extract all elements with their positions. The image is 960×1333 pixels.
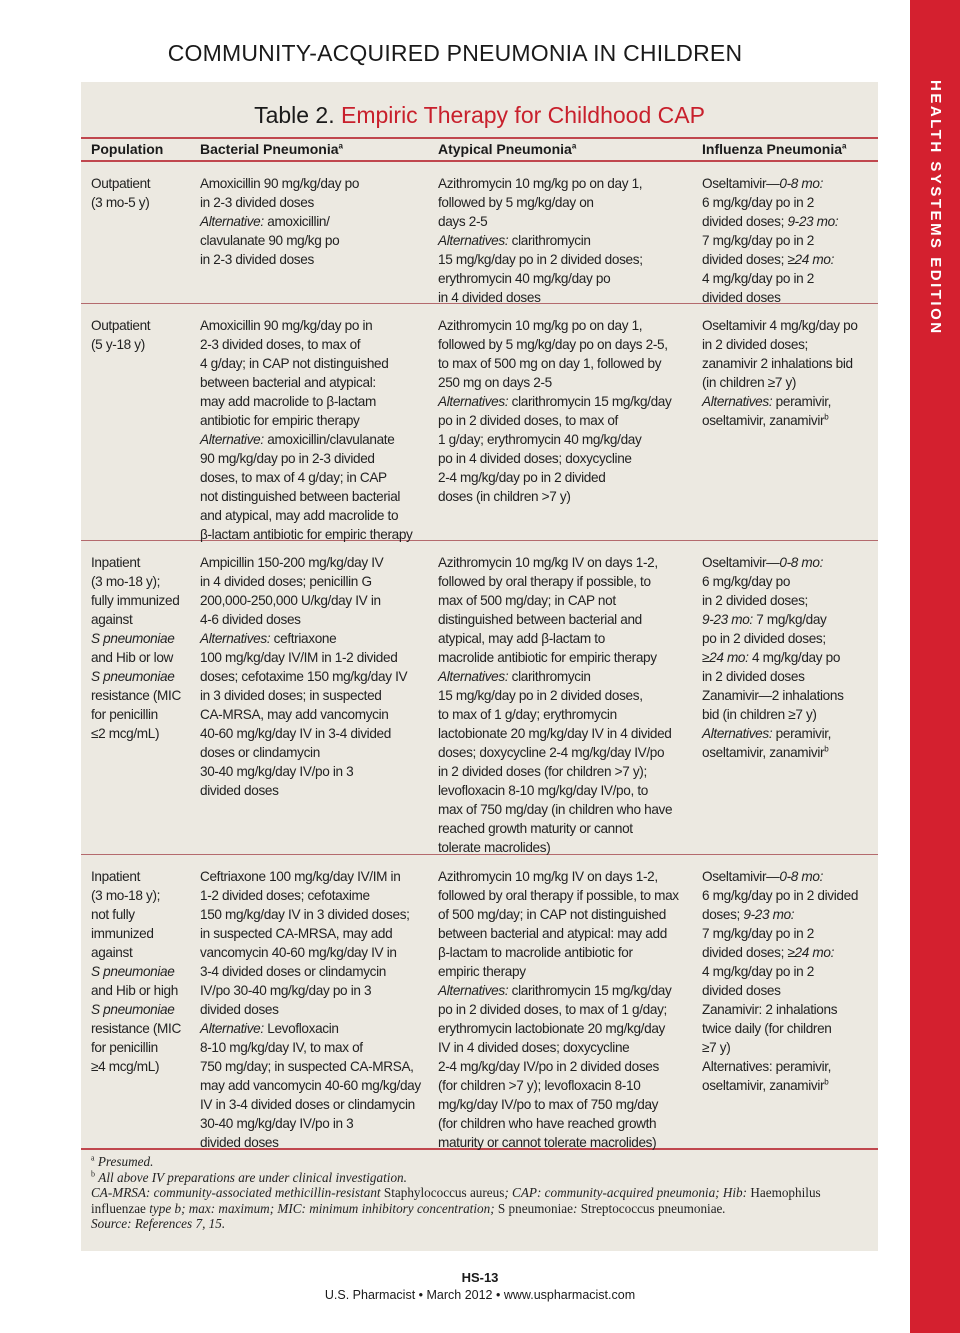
- cell-line: 150 mg/kg/day IV in 3 divided doses;: [200, 907, 410, 922]
- cell-line: po in 2 divided doses, to max of: [438, 413, 618, 428]
- cell-line: resistance (MIC: [91, 1021, 181, 1036]
- cell-line: erythromycin lactobionate 20 mg/kg/day: [438, 1021, 665, 1036]
- cell-line: for penicillin: [91, 1040, 158, 1055]
- cell-line: Alternatives: ceftriaxone: [200, 631, 337, 646]
- footnote-line: Source: References 7, 15.: [91, 1216, 226, 1231]
- cell-line: clavulanate 90 mg/kg po: [200, 233, 340, 248]
- cell-line: 2-3 divided doses, to max of: [200, 337, 361, 352]
- cell-line: mg/kg/day IV/po to max of 750 mg/day: [438, 1097, 659, 1112]
- cell-line: and atypical, may add macrolide to: [200, 508, 399, 523]
- header-atypical: Atypical Pneumonia$^a$: [438, 141, 577, 157]
- cell-line: (5 y-18 y): [91, 337, 145, 352]
- cell-line: followed by 5 mg/kg/day on: [438, 195, 594, 210]
- cell-line: divided doses: [702, 983, 781, 998]
- cell-line: to max of 1 g/day; erythromycin: [438, 707, 617, 722]
- cell-line: 30-40 mg/kg/day IV/po in 3: [200, 1116, 354, 1131]
- cell-line: followed by 5 mg/kg/day po on days 2-5,: [438, 337, 668, 352]
- header-population: Population: [91, 141, 164, 157]
- cell-line: β-lactam antibiotic for empiric therapy: [200, 527, 413, 542]
- cell-line: ≥24 mo: 4 mg/kg/day po: [702, 650, 841, 665]
- cell-line: antibiotic for empiric therapy: [200, 413, 360, 428]
- cell-line: Alternatives: peramivir,: [702, 1059, 832, 1074]
- cell-line: Oseltamivir—0-8 mo:: [702, 555, 824, 570]
- cell-line: fully immunized: [91, 593, 180, 608]
- cell-line: not distinguished between bacterial: [200, 489, 401, 504]
- influenza-cell: [702, 553, 872, 762]
- cell-line: CA-MRSA, may add vancomycin: [200, 707, 389, 722]
- cell-line: Alternatives: peramivir,: [702, 394, 832, 409]
- publication-line: U.S. Pharmacist • March 2012 • www.uspharmacist.com: [324, 1288, 636, 1302]
- cell-line: 40-60 mg/kg/day IV in 3-4 divided: [200, 726, 391, 741]
- cell-line: divided doses: [200, 1135, 279, 1150]
- cell-line: Alternatives: peramivir,: [702, 726, 832, 741]
- atypical-cell: [438, 316, 698, 506]
- cell-line: not fully: [91, 907, 135, 922]
- cell-line: Alternatives: clarithromycin 15 mg/kg/day: [438, 394, 672, 409]
- cell-line: in 4 divided doses: [438, 290, 541, 305]
- cell-line: Zanamivir—2 inhalations: [702, 688, 844, 703]
- population-cell: [91, 316, 191, 354]
- cell-line: IV in 4 divided doses; doxycycline: [438, 1040, 630, 1055]
- table-title: [81, 102, 878, 129]
- cell-line: β-lactam to macrolide antibiotic for: [438, 945, 633, 960]
- cell-line: max of 750 mg/day (in children who have: [438, 802, 673, 817]
- cell-line: resistance (MIC: [91, 688, 181, 703]
- cell-line: doses or clindamycin: [200, 745, 320, 760]
- cell-line: Azithromycin 10 mg/kg IV on days 1-2,: [438, 869, 658, 884]
- cell-line: macrolide antibiotic for empiric therapy: [438, 650, 657, 665]
- cell-line: Zanamivir: 2 inhalations: [702, 1002, 838, 1017]
- cell-line: (3 mo-5 y): [91, 195, 150, 210]
- cell-line: 30-40 mg/kg/day IV/po in 3: [200, 764, 354, 779]
- cell-line: in 2 divided doses (for children >7 y);: [438, 764, 647, 779]
- footnote-line: $^a$ Presumed.: [91, 1153, 154, 1169]
- cell-line: S pneumoniae: [91, 964, 175, 979]
- cell-line: days 2-5: [438, 214, 488, 229]
- cell-line: (in children ≥7 y): [702, 375, 797, 390]
- bacterial-cell: [200, 174, 430, 269]
- cell-line: twice daily (for children: [702, 1021, 832, 1036]
- cell-line: Alternatives: clarithromycin: [438, 233, 591, 248]
- cell-line: oseltamivir, zanamivir$^b$: [702, 412, 829, 428]
- cell-line: in 2-3 divided doses: [200, 252, 314, 267]
- cell-line: for penicillin: [91, 707, 158, 722]
- running-head: COMMUNITY-ACQUIRED PNEUMONIA IN CHILDREN: [167, 40, 743, 66]
- influenza-cell: [702, 174, 872, 307]
- cell-line: 200,000-250,000 U/kg/day IV in: [200, 593, 381, 608]
- cell-line: 7 mg/kg/day po in 2: [702, 233, 814, 248]
- cell-line: 3-4 divided doses or clindamycin: [200, 964, 387, 979]
- cell-line: 2-4 mg/kg/day IV/po in 2 divided doses: [438, 1059, 659, 1074]
- cell-line: in 3 divided doses; in suspected: [200, 688, 382, 703]
- cell-line: in suspected CA-MRSA, may add: [200, 926, 393, 941]
- cell-line: Alternative: amoxicillin/clavulanate: [200, 432, 395, 447]
- cell-line: and Hib or high: [91, 983, 178, 998]
- cell-line: S pneumoniae: [91, 669, 175, 684]
- footnote-line: $^b$ All above IV preparations are under clinical investigation.: [91, 1169, 407, 1185]
- cell-line: followed by oral therapy if possible, to: [438, 574, 651, 589]
- cell-line: bid (in children ≥7 y): [702, 707, 817, 722]
- cell-line: doses; cefotaxime 150 mg/kg/day IV: [200, 669, 408, 684]
- cell-line: doses; 9-23 mo:: [702, 907, 795, 922]
- table-rule: [81, 137, 878, 139]
- cell-line: Inpatient: [91, 869, 141, 884]
- cell-line: zanamivir 2 inhalations bid: [702, 356, 853, 371]
- cell-line: max of 500 mg/day; in CAP not: [438, 593, 616, 608]
- cell-line: Alternative: amoxicillin/: [200, 214, 330, 229]
- cell-line: 4-6 divided doses: [200, 612, 301, 627]
- header-bacterial: Bacterial Pneumonia$^a$: [200, 141, 343, 157]
- cell-line: (3 mo-18 y);: [91, 888, 161, 903]
- cell-line: 6 mg/kg/day po in 2: [702, 195, 814, 210]
- cell-line: Alternatives: clarithromycin 15 mg/kg/day: [438, 983, 672, 998]
- cell-line: po in 2 divided doses;: [702, 631, 826, 646]
- population-cell: [91, 553, 191, 743]
- cell-line: (for children >7 y); levofloxacin 8-10: [438, 1078, 641, 1093]
- cell-line: oseltamivir, zanamivir$^b$: [702, 1077, 829, 1093]
- cell-line: Azithromycin 10 mg/kg IV on days 1-2,: [438, 555, 658, 570]
- cell-line: Azithromycin 10 mg/kg po on day 1,: [438, 176, 643, 191]
- influenza-cell: [702, 316, 872, 430]
- cell-line: ≥7 y): [702, 1040, 731, 1055]
- cell-line: followed by oral therapy if possible, to max: [438, 888, 679, 903]
- cell-line: Alternatives: clarithromycin: [438, 669, 591, 684]
- cell-line: atypical, may add β-lactam to: [438, 631, 605, 646]
- cell-line: divided doses: [200, 1002, 279, 1017]
- cell-line: divided doses; ≥24 mo:: [702, 945, 835, 960]
- cell-line: in 2 divided doses;: [702, 593, 808, 608]
- cell-line: IV/po 30-40 mg/kg/day po in 3: [200, 983, 372, 998]
- footnote-line: influenzae type b; max: maximum; MIC: minimum inhibitory concentration; S pneumoniae: Streptococcus pneumoniae.: [91, 1200, 726, 1216]
- footnote-line: CA-MRSA: community-associated methicillin-resistant Staphylococcus aureus; CAP: community-acquired pneumonia; Hib: Haemophilus: [91, 1185, 821, 1200]
- cell-line: 7 mg/kg/day po in 2: [702, 926, 814, 941]
- table-header-row: [81, 138, 878, 162]
- cell-line: 4 mg/kg/day po in 2: [702, 271, 814, 286]
- bacterial-cell: [200, 553, 430, 800]
- cell-line: Alternative: Levofloxacin: [200, 1021, 339, 1036]
- cell-line: divided doses: [702, 290, 781, 305]
- side-band-label: HEALTH SYSTEMS EDITION: [927, 80, 944, 336]
- cell-line: doses (in children >7 y): [438, 489, 571, 504]
- cell-line: 2-4 mg/kg/day po in 2 divided: [438, 470, 606, 485]
- cell-line: of 500 mg/day; in CAP not distinguished: [438, 907, 666, 922]
- cell-line: divided doses: [200, 783, 279, 798]
- bacterial-cell: [200, 867, 430, 1152]
- cell-line: po in 4 divided doses; doxycycline: [438, 451, 632, 466]
- cell-line: tolerate macrolides): [438, 840, 551, 855]
- cell-line: 4 mg/kg/day po in 2: [702, 964, 814, 979]
- cell-line: levofloxacin 8-10 mg/kg/day IV/po, to: [438, 783, 648, 798]
- cell-line: vancomycin 40-60 mg/kg/day IV in: [200, 945, 397, 960]
- cell-line: divided doses; ≥24 mo:: [702, 252, 835, 267]
- cell-line: 6 mg/kg/day po in 2 divided: [702, 888, 859, 903]
- cell-line: Oseltamivir—0-8 mo:: [702, 869, 824, 884]
- cell-line: in 2-3 divided doses: [200, 195, 314, 210]
- cell-line: in 2 divided doses;: [702, 337, 808, 352]
- cell-line: 4 g/day; in CAP not distinguished: [200, 356, 389, 371]
- cell-line: 90 mg/kg/day po in 2-3 divided: [200, 451, 375, 466]
- population-cell: [91, 174, 191, 212]
- cell-line: 1 g/day; erythromycin 40 mg/kg/day: [438, 432, 642, 447]
- cell-line: S pneumoniae: [91, 1002, 175, 1017]
- header-influenza: Influenza Pneumonia$^a$: [702, 141, 847, 157]
- cell-line: immunized: [91, 926, 154, 941]
- cell-line: divided doses; 9-23 mo:: [702, 214, 839, 229]
- cell-line: Oseltamivir—0-8 mo:: [702, 176, 824, 191]
- cell-line: Ceftriaxone 100 mg/kg/day IV/IM in: [200, 869, 401, 884]
- cell-line: 750 mg/day; in suspected CA-MRSA,: [200, 1059, 414, 1074]
- cell-line: Amoxicillin 90 mg/kg/day po: [200, 176, 360, 191]
- cell-line: ≤2 mcg/mL): [91, 726, 160, 741]
- cell-line: reached growth maturity or cannot: [438, 821, 633, 836]
- cell-line: may add macrolide to β-lactam: [200, 394, 376, 409]
- cell-line: ≥4 mcg/mL): [91, 1059, 160, 1074]
- page-number: HS-13: [461, 1270, 499, 1285]
- cell-line: distinguished between bacterial and: [438, 612, 642, 627]
- cell-line: doses, to max of 4 g/day; in CAP: [200, 470, 387, 485]
- cell-line: 9-23 mo: 7 mg/kg/day: [702, 612, 827, 627]
- cell-line: empiric therapy: [438, 964, 526, 979]
- atypical-cell: [438, 553, 698, 857]
- cell-line: Outpatient: [91, 318, 151, 333]
- cell-line: in 4 divided doses; penicillin G: [200, 574, 372, 589]
- cell-line: between bacterial and atypical: may add: [438, 926, 667, 941]
- cell-line: against: [91, 612, 133, 627]
- cell-line: Ampicillin 150-200 mg/kg/day IV: [200, 555, 384, 570]
- cell-line: Amoxicillin 90 mg/kg/day po in: [200, 318, 373, 333]
- cell-line: Inpatient: [91, 555, 141, 570]
- cell-line: po in 2 divided doses, to max of 1 g/day;: [438, 1002, 667, 1017]
- cell-line: IV in 3-4 divided doses or clindamycin: [200, 1097, 415, 1112]
- cell-line: 100 mg/kg/day IV/IM in 1-2 divided: [200, 650, 398, 665]
- cell-line: (3 mo-18 y);: [91, 574, 161, 589]
- atypical-cell: [438, 867, 698, 1152]
- cell-line: lactobionate 20 mg/kg/day IV in 4 divided: [438, 726, 672, 741]
- table-title-text: Empiric Therapy for Childhood CAP: [341, 102, 705, 128]
- cell-line: maturity or cannot tolerate macrolides): [438, 1135, 657, 1150]
- cell-line: may add vancomycin 40-60 mg/kg/day: [200, 1078, 421, 1093]
- cell-line: 8-10 mg/kg/day IV, to max of: [200, 1040, 363, 1055]
- cell-line: 6 mg/kg/day po: [702, 574, 791, 589]
- cell-line: Azithromycin 10 mg/kg po on day 1,: [438, 318, 643, 333]
- cell-line: Outpatient: [91, 176, 151, 191]
- cell-line: to max of 500 mg on day 1, followed by: [438, 356, 662, 371]
- cell-line: 250 mg on days 2-5: [438, 375, 552, 390]
- cell-line: oseltamivir, zanamivir$^b$: [702, 744, 829, 760]
- table-title-number: Table 2.: [254, 102, 342, 128]
- influenza-cell: [702, 867, 872, 1095]
- atypical-cell: [438, 174, 698, 307]
- cell-line: in 2 divided doses: [702, 669, 805, 684]
- cell-line: S pneumoniae: [91, 631, 175, 646]
- cell-line: against: [91, 945, 133, 960]
- cell-line: and Hib or low: [91, 650, 173, 665]
- population-cell: [91, 867, 191, 1076]
- health-systems-band: [910, 0, 960, 1333]
- cell-line: erythromycin 40 mg/kg/day po: [438, 271, 611, 286]
- cell-line: 15 mg/kg/day po in 2 divided doses,: [438, 688, 643, 703]
- cell-line: 15 mg/kg/day po in 2 divided doses;: [438, 252, 643, 267]
- table-footnotes: [91, 1154, 871, 1232]
- table-rule: [81, 160, 878, 162]
- cell-line: between bacterial and atypical:: [200, 375, 376, 390]
- bacterial-cell: [200, 316, 430, 544]
- cell-line: (for children who have reached growth: [438, 1116, 657, 1131]
- cell-line: doses; doxycycline 2-4 mg/kg/day IV/po: [438, 745, 665, 760]
- table-panel: [81, 82, 878, 1251]
- cell-line: Oseltamivir 4 mg/kg/day po: [702, 318, 858, 333]
- cell-line: 1-2 divided doses; cefotaxime: [200, 888, 370, 903]
